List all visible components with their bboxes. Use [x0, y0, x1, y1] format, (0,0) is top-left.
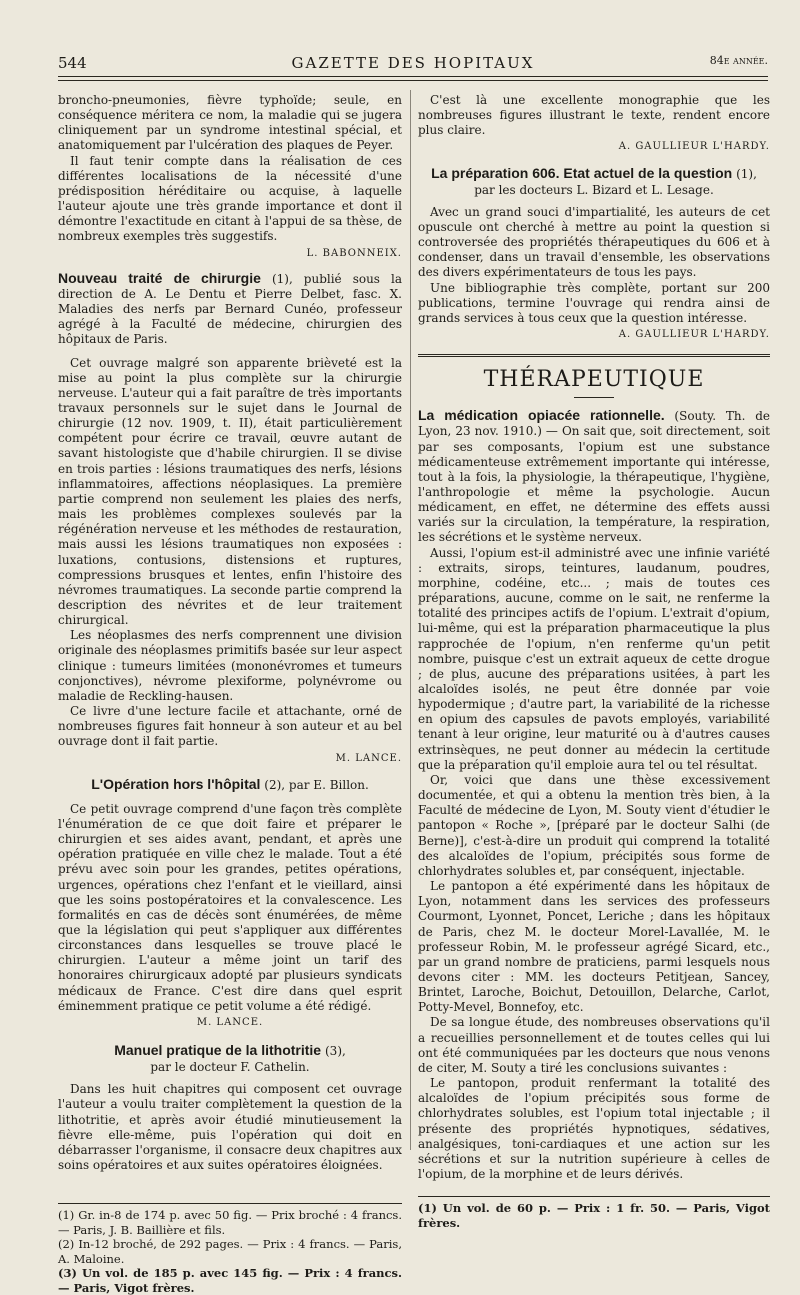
paragraph: Aussi, l'opium est-il administré avec une infinie variété : extraits, sirops, teintures, laudanum, poudres, morphine, codéine, etc... ; mais de toutes ces préparations, aucune, comme on le sait, ne renferme la totalité des principes actifs de l'opium. L'extrait d'opium, lui-même, qui est la préparation pharmaceutique la plus rapprochée de l'opium, n'en renferme qu'un petit nombre, puisque c'est un extrait aqueux de cette drogue ; de plus, aucune des préparations usitées, à part les alcaloïdes isolés, ne peut être donnée par voie hypodermique ; d'autre part, la variabilité de la richesse en opium des capsules de pavots employés, variabilité tenant à leur origine, leur maturité ou à d'autres causes extrinsèques, ne peut donner au médecin la certitude que la préparation qu'il emploie aura tel ou tel résultat. — [418, 545, 770, 772]
paragraph: Une bibliographie très complète, portant sur 200 publications, termine l'ouvrage qui rendra ainsi de grands services à tous ceux que la question intéresse. — [418, 280, 770, 325]
article-medication-opiacee — [418, 408, 770, 545]
footnote-rule — [418, 1196, 770, 1197]
review-details: (1), publié sous la direction de A. Le Dentu et Pierre Delbet, fasc. X. Maladies des nerfs par Bernard Cunéo, professeur agrégé à la Faculté de médecine, chirurgien des hôpitaux de Paris. — [58, 271, 402, 347]
signature: A. GAULLIEUR L'HARDY. — [618, 329, 770, 341]
section-rule — [418, 354, 770, 357]
header-rule-top — [58, 76, 768, 77]
footnote-ref: (1), — [736, 166, 757, 181]
signature: L. BABONNEIX. — [306, 247, 402, 259]
paragraph: Dans les huit chapitres qui composent cet ouvrage l'auteur a voulu traiter complètement la question de la lithotritie, et après avoir étudié minutieusement la fièvre elle-même, puis l'opération qui doit en débarrasser l'organisme, il consacre deux chapitres aux soins opératoires et aux suites opératoires éloignées. — [58, 1082, 402, 1172]
paragraph: Les néoplasmes des nerfs comprennent une division originale des néoplasmes primitifs basée sur leur aspect clinique : tumeurs limitées (mononévromes et tumeurs conjonctives), névrome plexiforme, polynévrome ou maladie de Reckling-hausen. — [58, 628, 402, 703]
section-underline — [574, 397, 614, 398]
article-body: (Souty. Th. de Lyon, 23 nov. 1910.) — On sait que, soit directement, soit par ses composants, l'opium est une substance médicamenteuse extrêmement importante qui intéresse, tout à la fois, la physiologie, la thérapeutique, l'hygiène, l'anthropologie et même la psychologie. Aucun médicament, en effet, ne détermine des effets aussi variés sur la circulation, la température, la respiration, les sécrétions et le système nerveux. — [418, 409, 770, 545]
review-title: La préparation 606. Etat actuel de la question (1), — [431, 164, 757, 181]
right-column — [418, 93, 770, 1230]
journal-year: 84e année. — [709, 54, 768, 67]
footnotes — [58, 1208, 402, 1295]
paragraph: De sa longue étude, des nombreuses observations qu'il a recueillies personnellement et de toutes celles qui lui ont été communiquées par les docteurs que nous venons de citer, M. Souty a tiré les conclusions suivantes : — [418, 1015, 770, 1075]
paragraph: Cet ouvrage malgré son apparente brièveté est la mise au point la plus complète sur la chirurgie nerveuse. L'auteur qui a fait paraître de très importants travaux personnels sur le sujet dans le Journal de chirurgie (12 nov. 1909, t. II), était particulièrement compétent pour écrire ce travail, œuvre autant de savant histologiste que d'habile chirurgien. Il se divise en trois parties : lésions traumatiques des nerfs, lésions inflammatoires, affections néoplasiques. La première partie comprend non seulement les plaies des nerfs, mais les problèmes complexes soulevés par la régénération nerveuse et les méthodes de restauration, mais aussi les lésions traumatiques non exposées : luxations, contusions, distensions et ruptures, compressions brusques et lentes, enfin l'histoire des névromes traumatiques. La seconde partie comprend la description des névrites et de leur traitement chirurgical. — [58, 355, 402, 628]
header-rule-bottom — [58, 80, 768, 81]
review-byline: par le docteur F. Cathelin. — [150, 1060, 310, 1075]
paragraph: C'est là une excellente monographie que les nombreuses figures illustrant le texte, rendent encore plus claire. — [418, 93, 770, 138]
paragraph: Avec un grand souci d'impartialité, les auteurs de cet opuscule ont cherché à mettre au point la question si controversée des propriétés thérapeutiques du 606 et à condenser, dans un travail d'ensemble, les observations des divers expérimentateurs de tous les pays. — [418, 204, 770, 280]
paragraph: Or, voici que dans une thèse excessivement documentée, et qui a obtenu la mention très bien, à la Faculté de médecine de Lyon, M. Souty vient d'étudier le pantopon « Roche », [préparé par le docteur Salhi (de Berne)], c'est-à-dire un produit qui comprend la totalité des alcaloïdes de l'opium, précipités sous forme de chlorhydrates solubles et, par conséquent, injectable. — [418, 772, 770, 878]
footnote: (1) Un vol. de 60 p. — Prix : 1 fr. 50. — Paris, Vigot frères. — [418, 1201, 770, 1230]
review-title: Nouveau traité de chirurgie — [58, 269, 261, 286]
paragraph: Le pantopon, produit renfermant la totalité des alcaloïdes de l'opium précipités sous forme de chlorhydrates solubles, est l'opium total injectable ; il présente des propriétés hypnotiques, sédatives, analgésiques, toni-cardiaques et une action sur les sécrétions et sur la nutrition supérieure à celles de l'opium, de la morphine et de leurs dérivés. — [418, 1076, 770, 1181]
review-nouveau-traite — [58, 271, 402, 348]
journal-title: GAZETTE DES HOPITAUX — [291, 54, 535, 72]
paragraph: Le pantopon a été expérimenté dans les hôpitaux de Lyon, notamment dans les services des professeurs Courmont, Lyonnet, Poncet, Leriche ; dans les hôpitaux de Paris, chez M. le docteur Morel-Lavallée, M. le professeur Robin, M. le professeur agrégé Sicard, etc., par un grand nombre de praticiens, parmi lesquels nous devons citer : MM. les docteurs Petitjean, Sancey, Brintet, Laroche, Boichut, Detouillon, Delarche, Carlot, Potty-Mevel, Bonnefoy, etc. — [418, 879, 770, 1015]
paragraph: Il faut tenir compte dans la réalisation de ces différentes localisations de la nécessité d'une prédisposition héréditaire ou acquise, à laquelle l'auteur ajoute une très grande importance et dont il démontre l'exactitude en citant à l'appui de sa thèse, de nombreux exemples très suggestifs. — [58, 153, 402, 244]
column-divider — [410, 90, 411, 1150]
page-number: 544 — [58, 54, 87, 72]
running-header — [58, 52, 768, 74]
review-byline: (2), par E. Billon. — [264, 777, 369, 792]
paragraph: broncho-pneumonies, fièvre typhoïde; seule, en conséquence méritera ce nom, la maladie qui se jugera cliniquement par un syndrome intestinal spécial, et anatomiquement par l'ulcération des plaques de Peyer. — [58, 93, 402, 153]
footnote-ref: (3), — [325, 1044, 346, 1059]
signature: M. LANCE. — [335, 752, 402, 764]
left-column — [58, 93, 402, 1295]
footnote: (2) In-12 broché, de 292 pages. — Prix : 4 francs. — Paris, A. Maloine. — [58, 1237, 402, 1266]
article-title: La médication opiacée rationnelle. — [418, 407, 665, 424]
section-title: THÉRAPEUTIQUE — [483, 367, 705, 393]
paragraph: Ce petit ouvrage comprend d'une façon très complète l'énumération de ce que doit faire et préparer le chirurgien et ses aides avant, pendant, et après une opération pratiquée en ville chez le malade. Tout a été prévu avec soin pour les grandes, petites opérations, urgences, opérations chez l'enfant et le vieillard, ainsi que les soins postopératoires et la convalescence. Les formalités en cas de décès sont énumérées, de même que la législation qui peut s'appliquer aux différentes circonstances dans lesquelles se trouve placé le chirurgien. L'auteur a même joint un tarif des honoraires chirurgicaux adopté par plusieurs syndicats médicaux de France. C'est dire dans quel esprit éminemment pratique ce petit volume a été rédigé. — [58, 801, 402, 1013]
footnote: (1) Gr. in-8 de 174 p. avec 50 fig. — Prix broché : 4 francs. — Paris, J. B. Baillière et fils. — [58, 1208, 402, 1237]
review-byline: par les docteurs L. Bizard et L. Lesage. — [474, 182, 714, 197]
paragraph: Ce livre d'une lecture facile et attachante, orné de nombreuses figures fait honneur à son auteur et au bel ouvrage dont il fait partie. — [58, 704, 402, 749]
review-title: L'Opération hors l'hôpital (2), par E. Billon. — [91, 775, 369, 792]
signature: M. LANCE. — [196, 1016, 264, 1028]
footnote-rule — [58, 1203, 402, 1204]
review-title: Manuel pratique de la lithotritie (3), — [114, 1042, 346, 1059]
footnote: (3) Un vol. de 185 p. avec 145 fig. — Prix : 4 francs. — Paris, Vigot frères. — [58, 1266, 402, 1295]
signature: A. GAULLIEUR L'HARDY. — [618, 141, 770, 153]
